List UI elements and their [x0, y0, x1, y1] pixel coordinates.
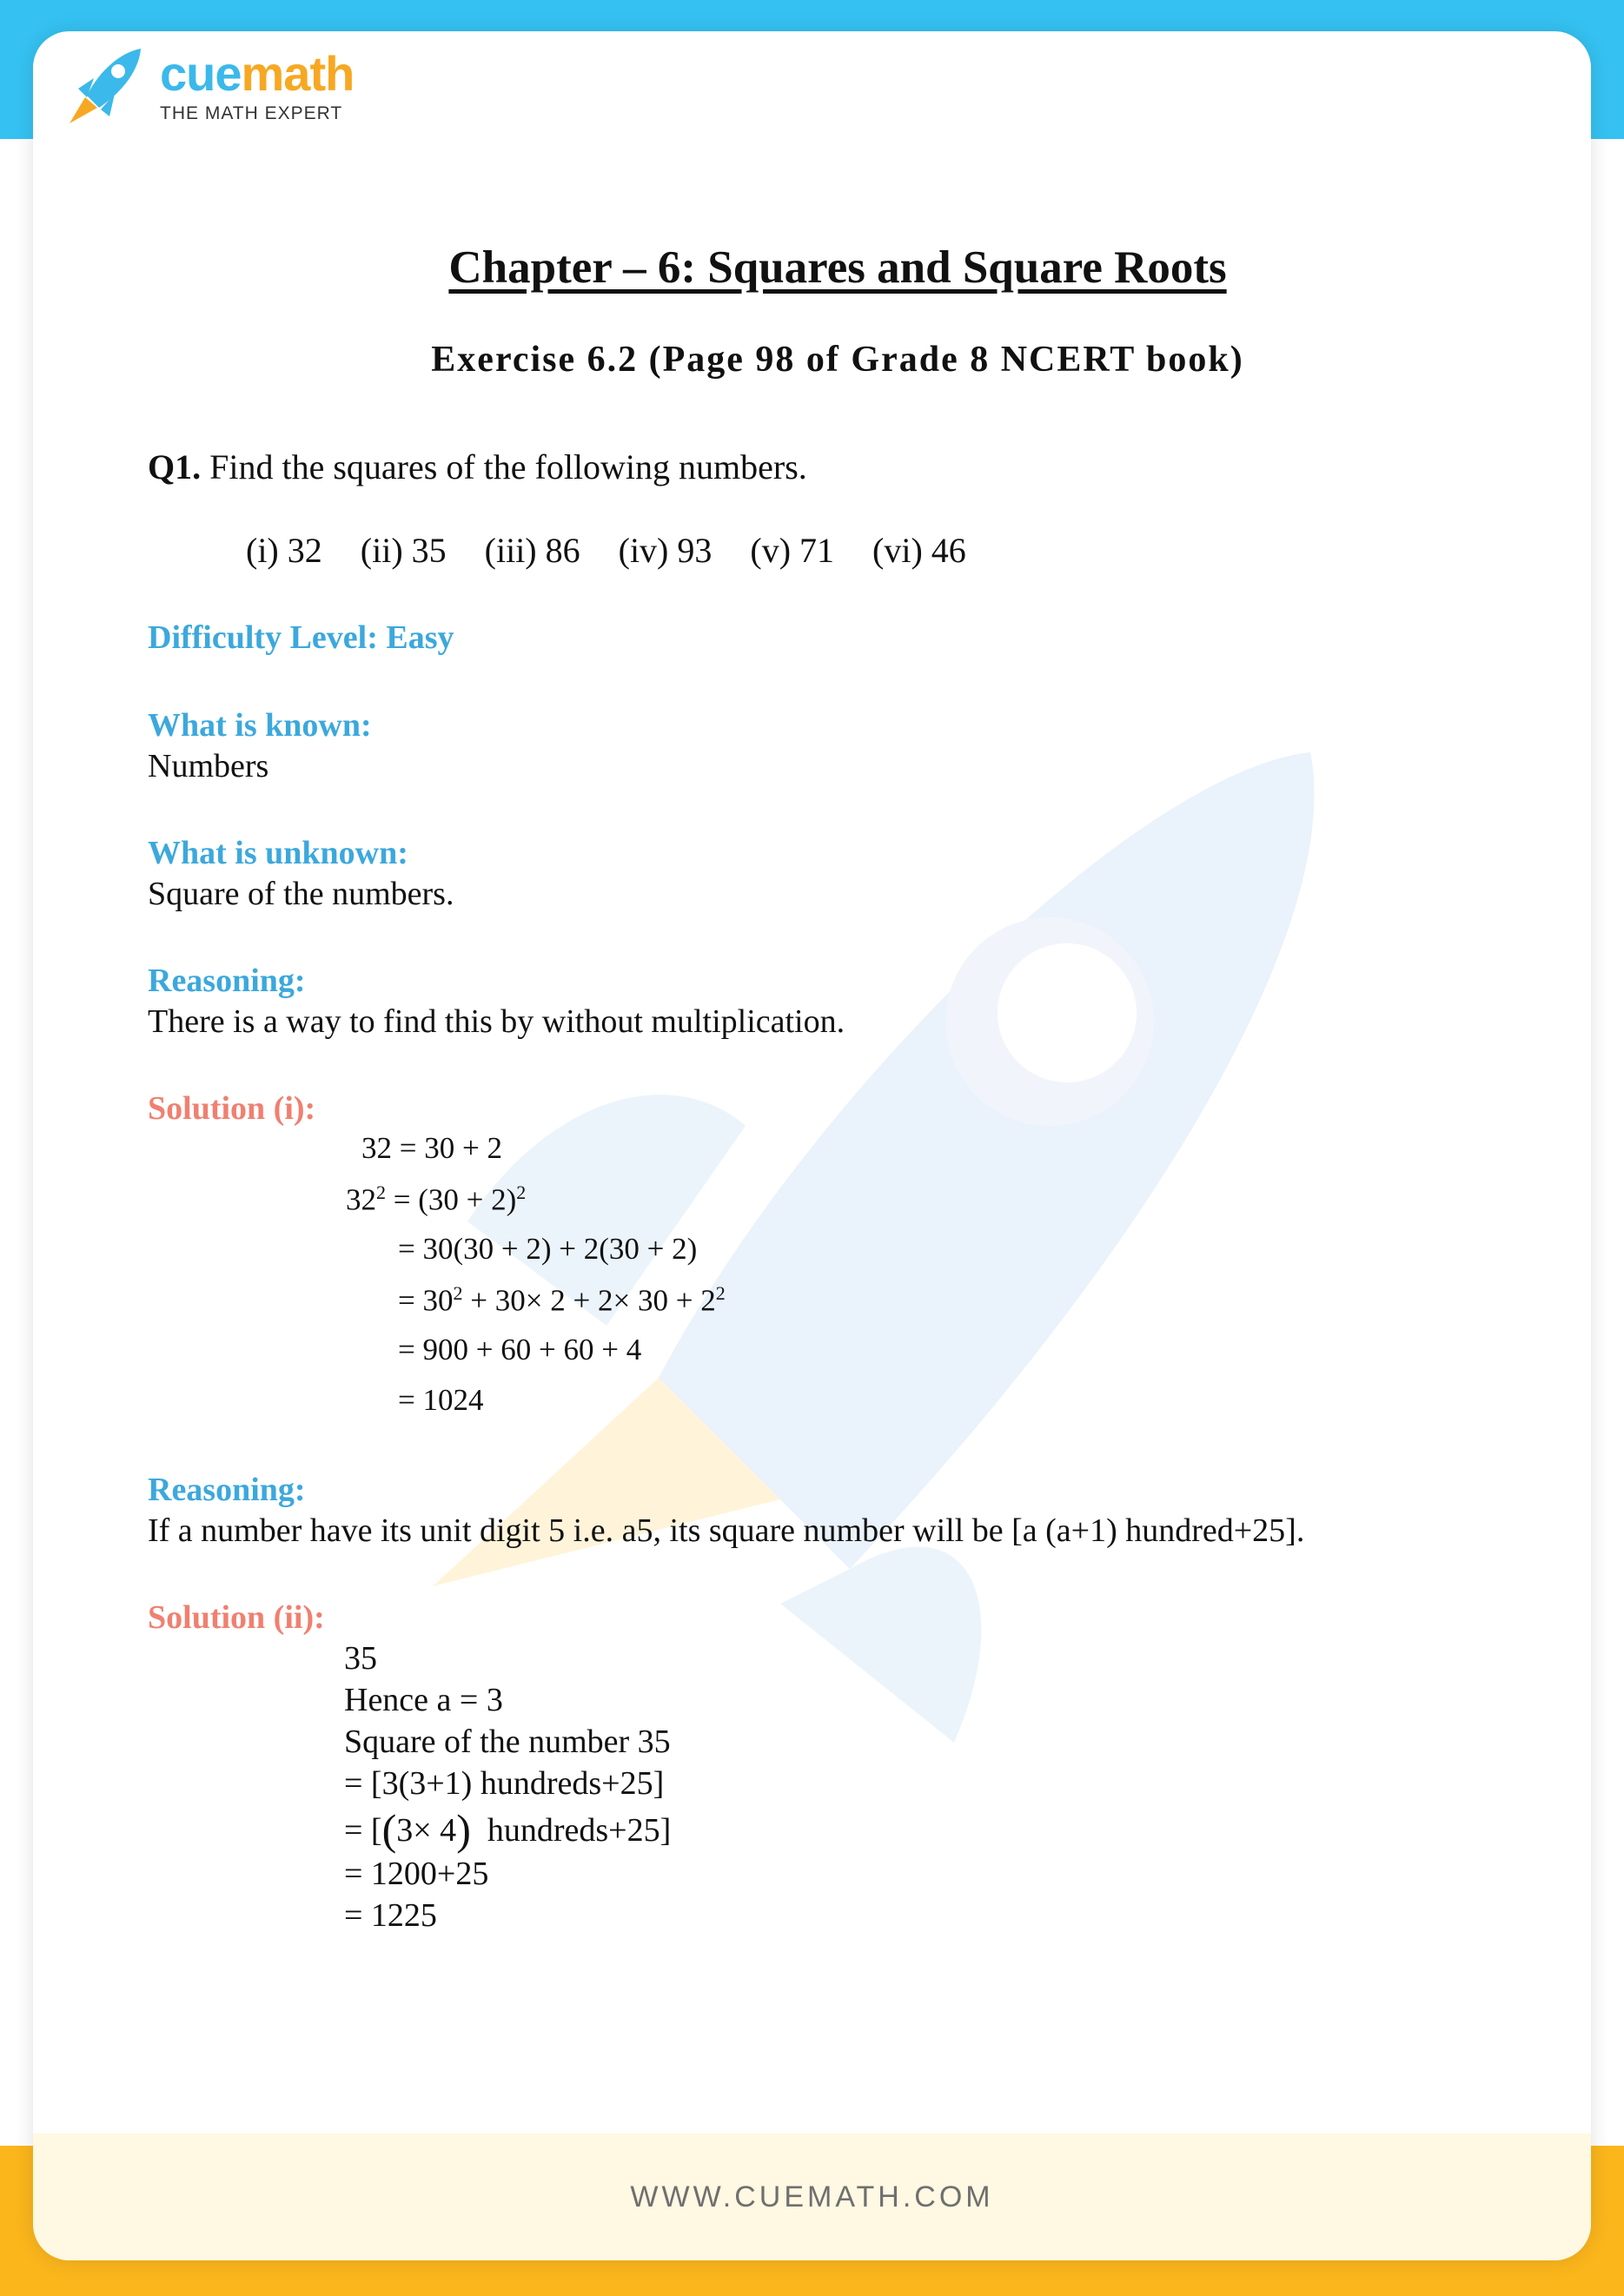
- question-1: [148, 447, 807, 487]
- question-part: (i) 32: [246, 531, 322, 570]
- solution-i-line3: = 30(30 + 2) + 2(30 + 2): [398, 1232, 698, 1266]
- equation-lhs: 32: [346, 1182, 376, 1217]
- difficulty-level: Difficulty Level: Easy: [148, 619, 454, 656]
- paren: ): [456, 1805, 471, 1854]
- question-text: Find the squares of the following numbers.: [209, 447, 807, 486]
- solution-i-line6: = 1024: [398, 1383, 484, 1417]
- logo-name-part1: cue: [160, 46, 242, 101]
- solution-ii-heading: Solution (ii):: [148, 1599, 325, 1636]
- solution-ii-line: 35: [344, 1640, 377, 1677]
- exponent: 2: [376, 1181, 386, 1203]
- chapter-title: Chapter – 6: Squares and Square Roots: [448, 242, 1227, 293]
- exercise-subtitle: Exercise 6.2 (Page 98 of Grade 8 NCERT book): [431, 340, 1244, 380]
- reasoning-2-heading: Reasoning:: [148, 1472, 306, 1508]
- solution-ii-line: = 1200+25: [344, 1856, 489, 1892]
- exponent: 2: [715, 1282, 726, 1304]
- website-url: WWW.CUEMATH.COM: [630, 2180, 994, 2213]
- solution-i-line2: [346, 1181, 526, 1218]
- reasoning-2-text: If a number have its unit digit 5 i.e. a5, its square number will be [a (a+1) hundred+25].: [148, 1512, 1305, 1549]
- solution-ii-line: [344, 1804, 671, 1855]
- logo-name-part2: math: [241, 46, 355, 101]
- reasoning-text: There is a way to find this by without multiplication.: [148, 1003, 845, 1040]
- question-label: Q1.: [148, 447, 202, 486]
- equation-rhs: = (30 + 2): [393, 1182, 517, 1217]
- bracket-text: hundreds+25]: [470, 1812, 672, 1849]
- solution-i-heading: Solution (i):: [148, 1090, 316, 1127]
- question-part: (iii) 86: [484, 531, 580, 570]
- equation-term: + 30× 2 + 2× 30 + 2: [462, 1283, 716, 1318]
- question-part: (v) 71: [750, 531, 835, 570]
- paren: (: [381, 1805, 397, 1854]
- question-part: (vi) 46: [872, 531, 966, 570]
- known-text: Numbers: [148, 748, 269, 784]
- question-part: (ii) 35: [360, 531, 447, 570]
- known-heading: What is known:: [148, 707, 372, 744]
- equation-lhs: 32: [361, 1131, 392, 1165]
- solution-i-line5: = 900 + 60 + 60 + 4: [398, 1333, 642, 1366]
- exponent: 2: [453, 1282, 463, 1304]
- unknown-text: Square of the numbers.: [148, 876, 454, 912]
- reasoning-heading: Reasoning:: [148, 963, 306, 999]
- solution-ii-line: = 1225: [344, 1897, 437, 1934]
- product-text: 3× 4: [396, 1812, 457, 1849]
- bracket-text: = [: [344, 1812, 382, 1849]
- logo-tagline: THE MATH EXPERT: [160, 103, 343, 123]
- solution-i-line4: [398, 1282, 726, 1319]
- equation-term: = 30: [398, 1283, 454, 1318]
- solution-i-line1: [361, 1131, 502, 1166]
- exponent: 2: [516, 1181, 527, 1203]
- solution-ii-line: = [3(3+1) hundreds+25]: [344, 1765, 665, 1802]
- question-part: (iv) 93: [618, 531, 713, 570]
- equation-rhs: = 30 + 2: [399, 1131, 502, 1165]
- question-parts: [246, 530, 996, 571]
- solution-ii-line: Square of the number 35: [344, 1724, 671, 1760]
- solution-ii-line: Hence a = 3: [344, 1682, 503, 1718]
- unknown-heading: What is unknown:: [148, 835, 408, 871]
